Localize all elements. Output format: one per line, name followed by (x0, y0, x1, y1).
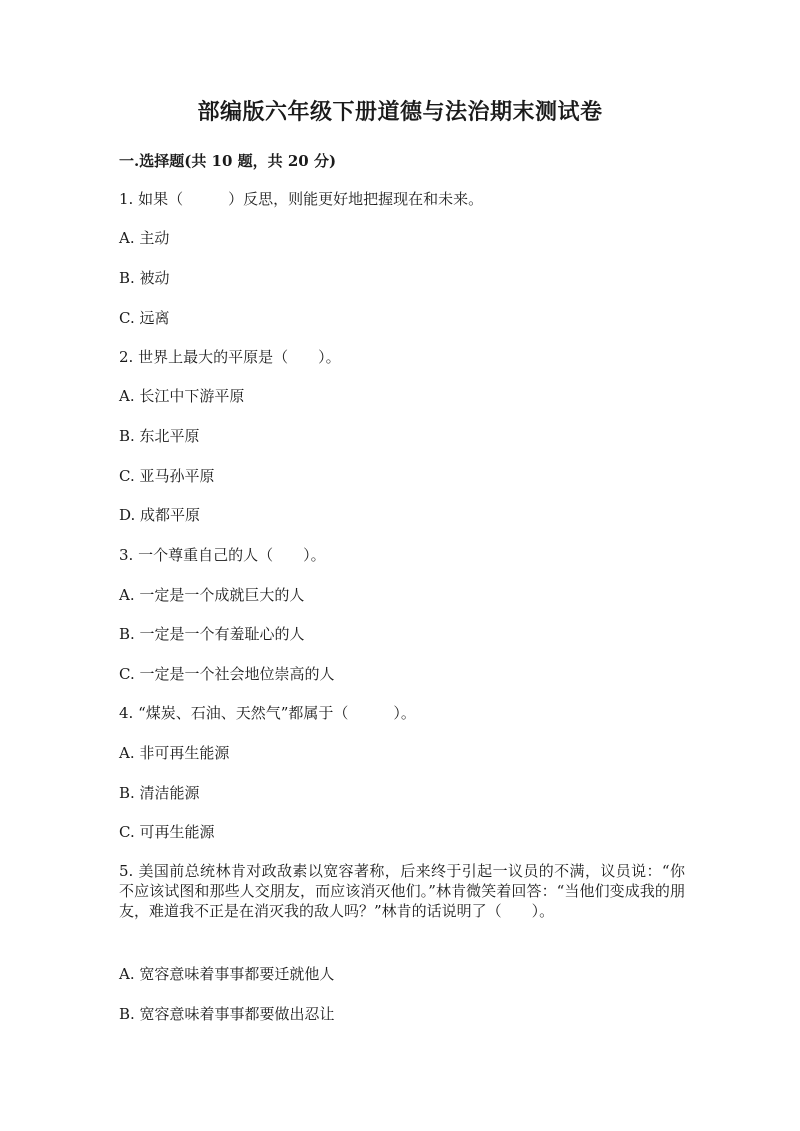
page-title: 部编版六年级下册道德与法治期末测试卷 (197, 99, 603, 125)
question-5-stem: 5. 美国前总统林肯对政敌素以宽容著称，后来终于引起一议员的不满，议员说：“你不应该试图和那些人交朋友，而应该消灭他们。”林肯微笑着回答：“当他们变成我的朋友，难道我不正是在消灭我的敌人吗？”林肯的话说明了（ ）。 (119, 862, 685, 920)
question-3-option-c[interactable]: C. 一定是一个社会地位崇高的人 (119, 665, 335, 683)
question-5-option-b[interactable]: B. 宽容意味着事事都要做出忍让 (119, 1005, 335, 1023)
question-4-stem: 4. “煤炭、石油、天然气”都属于（ ）。 (119, 704, 416, 722)
question-5-option-a[interactable]: A. 宽容意味着事事都要迁就他人 (119, 965, 335, 983)
question-4-option-b[interactable]: B. 清洁能源 (119, 784, 200, 802)
question-3-stem: 3. 一个尊重自己的人（ ）。 (119, 546, 326, 564)
question-3-option-a[interactable]: A. 一定是一个成就巨大的人 (119, 586, 305, 604)
section-heading: 一.选择题(共 10 题，共 20 分) (119, 152, 337, 170)
question-4-option-a[interactable]: A. 非可再生能源 (119, 744, 230, 762)
question-2-stem: 2. 世界上最大的平原是（ ）。 (119, 348, 341, 366)
question-2-option-b[interactable]: B. 东北平原 (119, 427, 200, 445)
question-1-option-a[interactable]: A. 主动 (119, 229, 170, 247)
question-1-option-c[interactable]: C. 远离 (119, 309, 170, 327)
question-3-option-b[interactable]: B. 一定是一个有羞耻心的人 (119, 625, 305, 643)
question-2-option-d[interactable]: D. 成都平原 (119, 506, 201, 524)
question-2-option-c[interactable]: C. 亚马孙平原 (119, 467, 215, 485)
question-1-stem: 1. 如果（ ）反思，则能更好地把握现在和未来。 (119, 190, 484, 208)
question-2-option-a[interactable]: A. 长江中下游平原 (119, 387, 245, 405)
question-1-option-b[interactable]: B. 被动 (119, 269, 170, 287)
question-4-option-c[interactable]: C. 可再生能源 (119, 823, 215, 841)
